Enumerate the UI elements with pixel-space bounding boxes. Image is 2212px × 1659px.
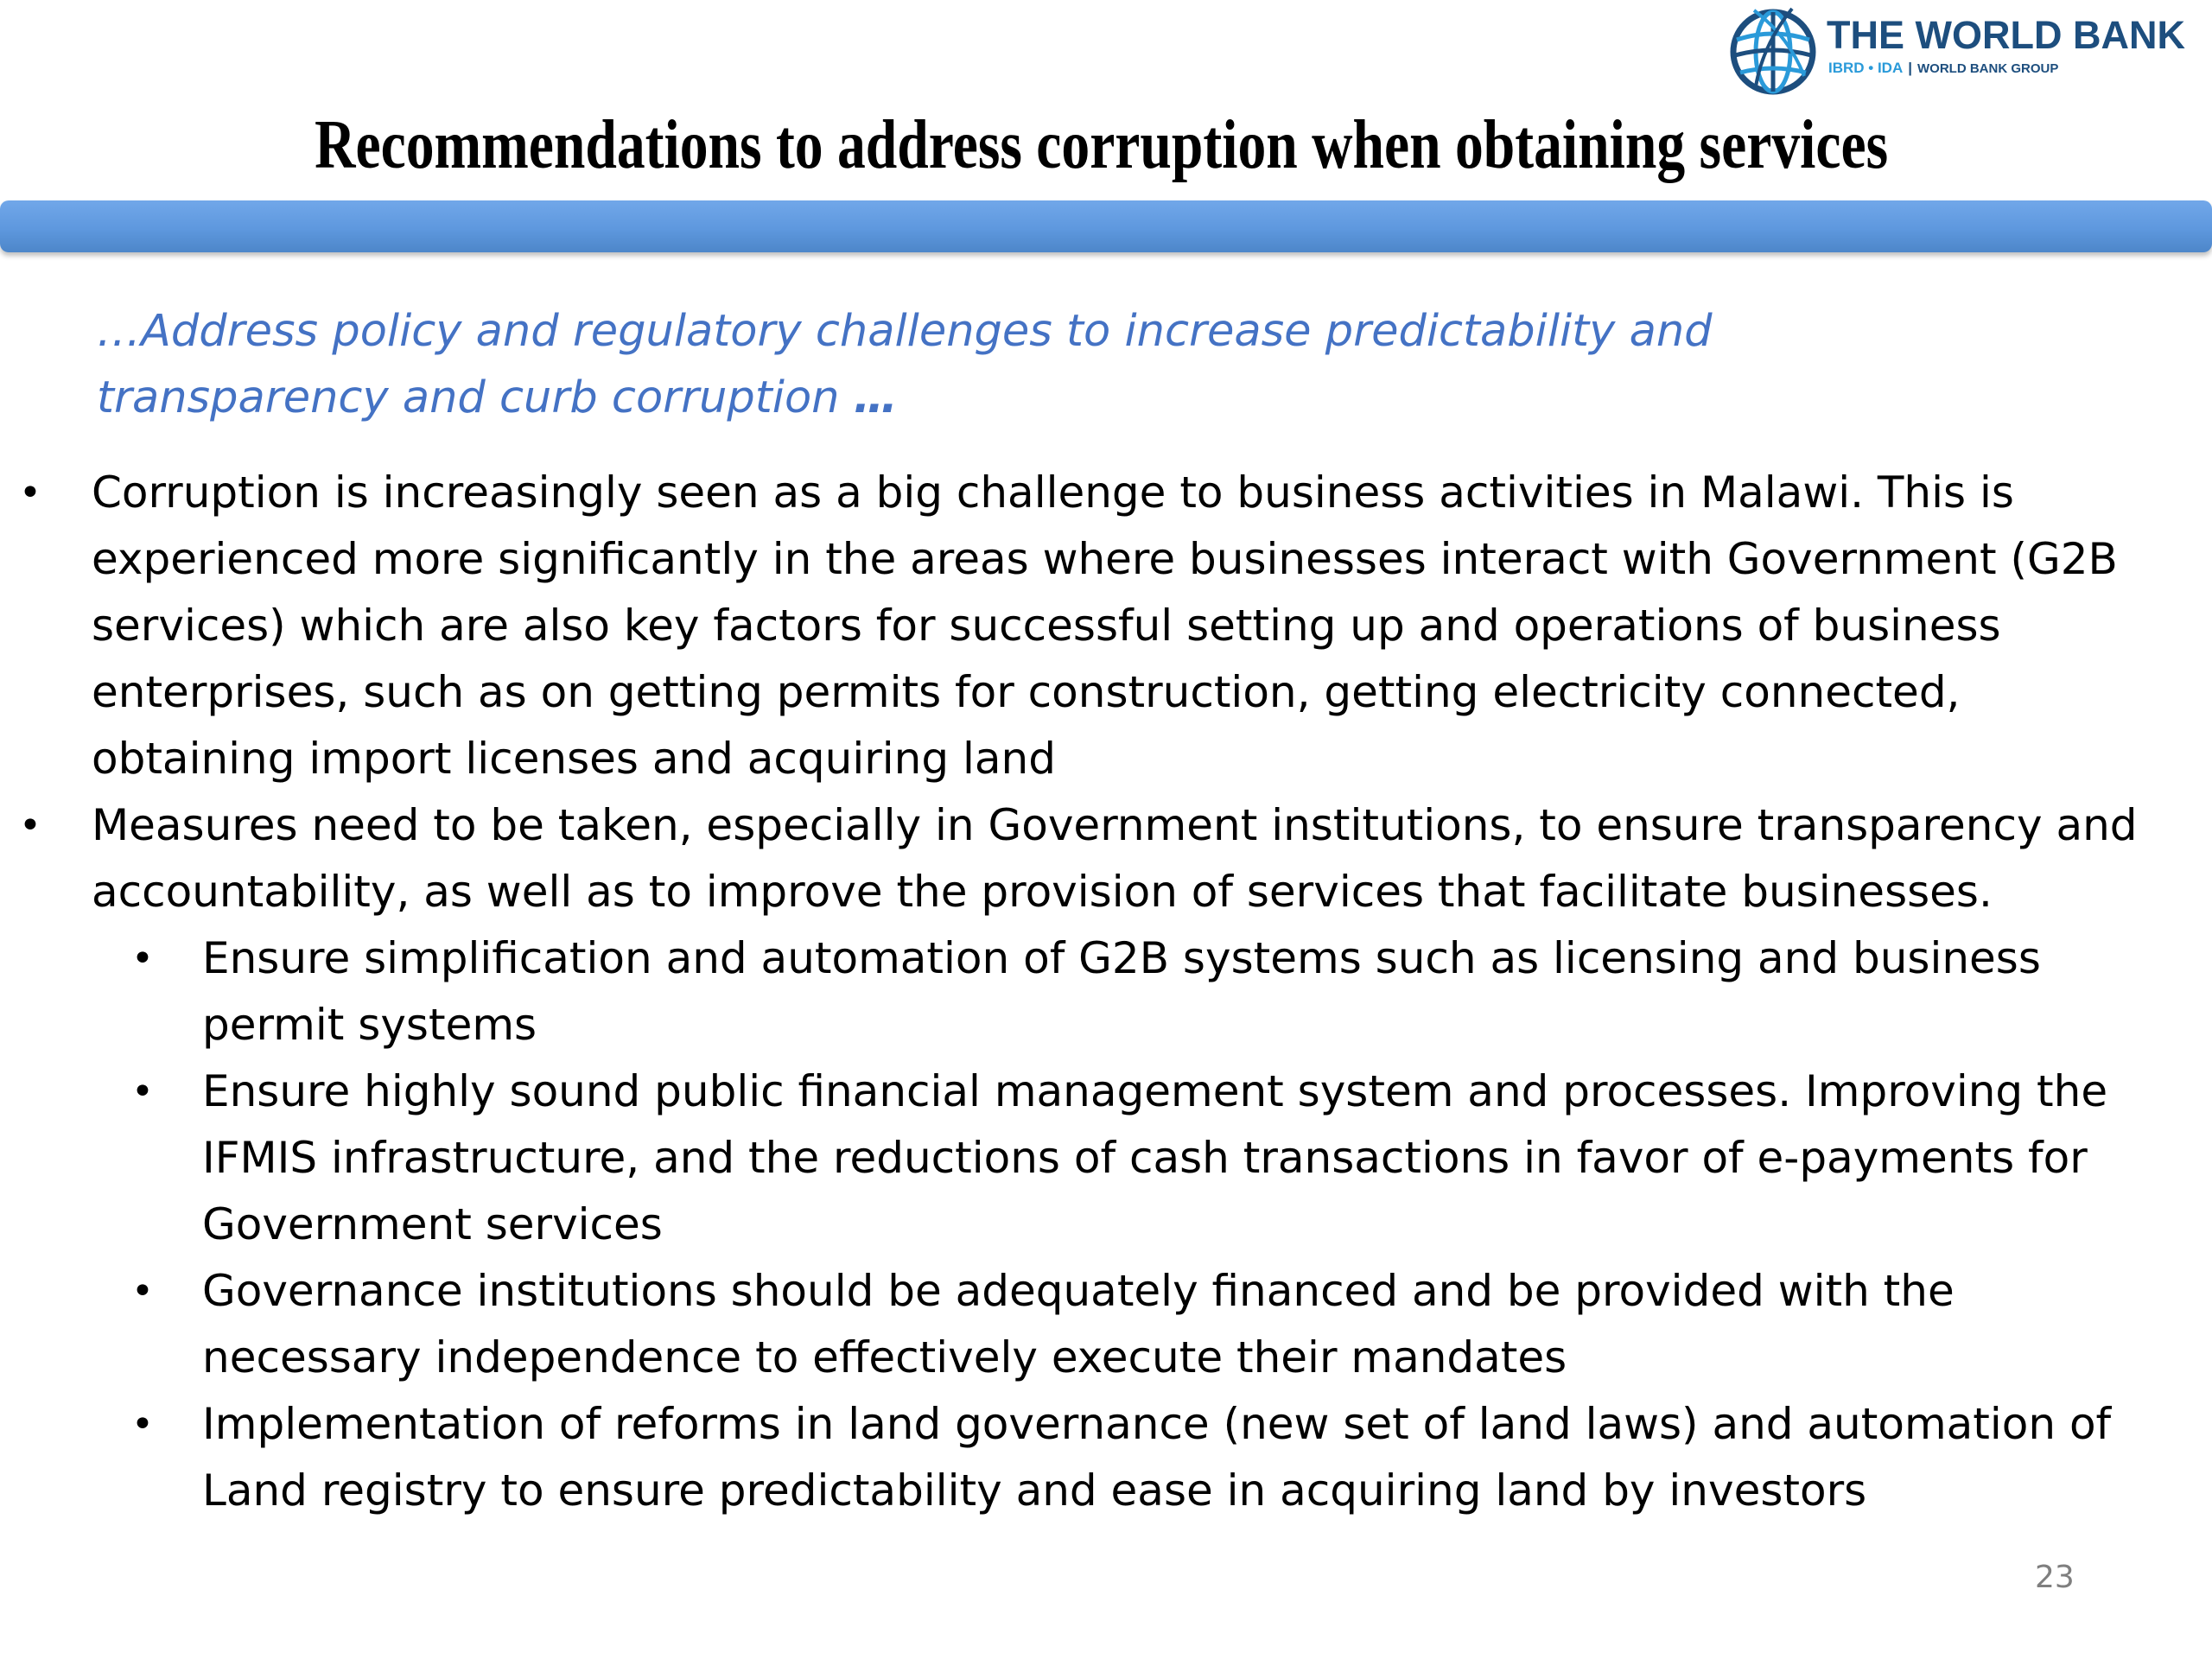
logo-sub-wbg: WORLD BANK GROUP (1917, 61, 2059, 76)
bullet-marker: • (131, 1070, 154, 1114)
bullet-marker: • (19, 804, 41, 848)
subtitle-lead-ellipsis: … (97, 306, 141, 357)
title-divider-bar (0, 200, 2212, 252)
slide-page-number: 23 (2035, 1560, 2075, 1595)
bullet-text: Governance institutions should be adequately financed and be provided with the necessary independence to effectively execute their mandates (202, 1266, 1955, 1382)
subtitle-text: Address policy and regulatory challenges to increase predictability and transparency and curb corruption (97, 306, 1713, 423)
bullet-list (0, 460, 2212, 1524)
world-bank-logo (1728, 0, 2212, 104)
logo-subline (1828, 60, 2058, 75)
bullet-text: Ensure simplification and automation of G2B systems such as licensing and business permit systems (202, 933, 2041, 1050)
bullet-marker: • (19, 471, 41, 515)
logo-sub-separator: | (1908, 60, 1912, 76)
logo-sub-ibrd-ida: IBRD • IDA (1828, 60, 1904, 76)
bullet-text: Corruption is increasingly seen as a big challenge to business activities in Malawi. This is experienced more significantly in the areas where businesses interact with Government (G2B services) which are also key factors for successful setting up and operations of business enterprises, such as on getting permits for construction, getting electricity connected, obtaining import licenses and acquiring land (92, 467, 2118, 784)
sub-bullet-item (0, 1058, 2148, 1258)
bullet-marker: • (131, 1269, 154, 1313)
globe-icon (1728, 2, 1821, 99)
bullet-text: Measures need to be taken, especially in Government institutions, to ensure transparency and accountability, as well as to improve the provision of services that facilitate businesses. (92, 800, 2138, 917)
bullet-text: Implementation of reforms in land governance (new set of land laws) and automation of Land registry to ensure predictability and ease in acquiring land by investors (202, 1399, 2112, 1516)
bullet-item (0, 792, 2148, 925)
sub-bullet-item (0, 925, 2148, 1058)
bullet-text: Ensure highly sound public financial management system and processes. Improving the IFMIS infrastructure, and the reductions of cash transactions in favor of e-payments for Government services (202, 1066, 2108, 1249)
sub-bullet-item (0, 1391, 2148, 1524)
bullet-item (0, 460, 2148, 792)
page-title: Recommendations to address corruption when obtaining services (315, 107, 1889, 183)
bullet-marker: • (131, 1402, 154, 1446)
bullet-marker: • (131, 937, 154, 981)
slide-subtitle (97, 298, 1911, 431)
subtitle-trail-ellipsis: … (853, 372, 898, 423)
sub-bullet-item (0, 1258, 2148, 1391)
logo-wordmark: THE WORLD BANK (1827, 13, 2185, 57)
